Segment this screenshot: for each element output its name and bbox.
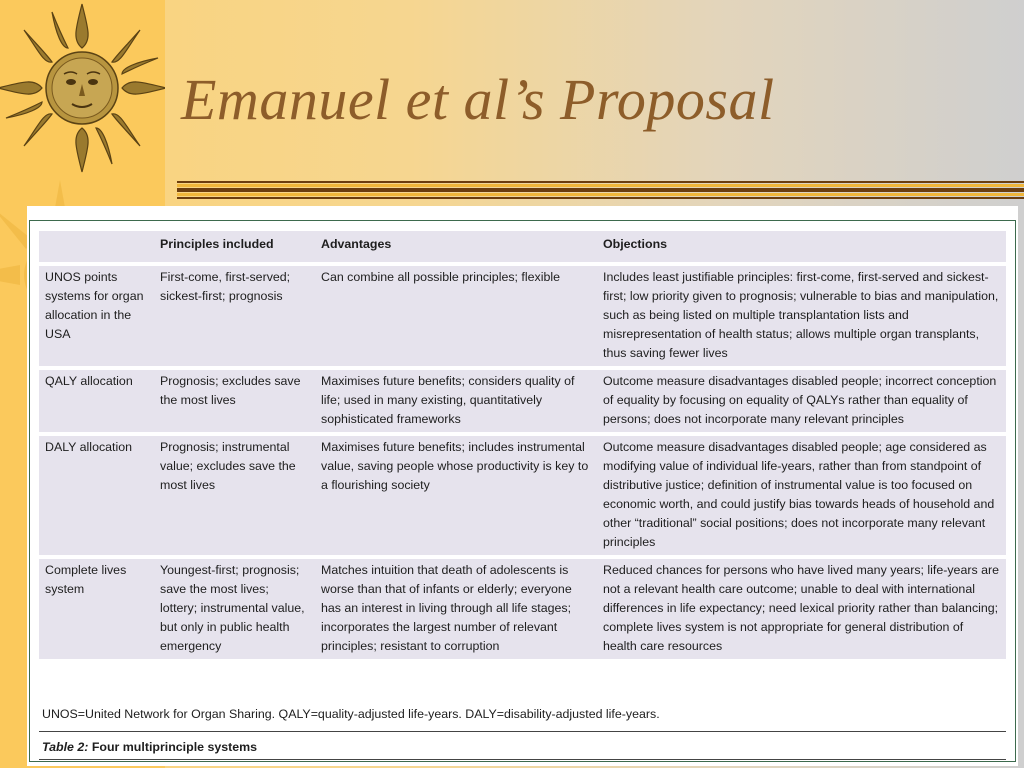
- header-system: [39, 231, 154, 264]
- principles-cell: Prognosis; instrumental value; excludes save the most lives: [154, 434, 315, 557]
- system-name: UNOS points systems for organ allocation in the USA: [39, 264, 154, 368]
- advantages-cell: Matches intuition that death of adolescents is worse than that of infants or elderly; everyone has an interest in living through all life stages; incorporates the largest number of relevant principles; resistant to corruption: [315, 557, 597, 659]
- advantages-cell: Maximises future benefits; considers quality of life; used in many existing, quantitatively sophisticated frameworks: [315, 368, 597, 434]
- principles-cell: Youngest-first; prognosis; save the most lives; lottery; instrumental value, but only in public health emergency: [154, 557, 315, 659]
- sun-face-icon: [0, 0, 165, 175]
- title-divider: [177, 181, 1024, 203]
- header-principles: Principles included: [154, 231, 315, 264]
- multiprinciple-systems-table: [39, 231, 1006, 659]
- advantages-cell: Can combine all possible principles; flexible: [315, 264, 597, 368]
- table-footnote: UNOS=United Network for Organ Sharing. QALY=quality-adjusted life-years. DALY=disability-adjusted life-years.: [42, 707, 660, 721]
- objections-cell: Outcome measure disadvantages disabled people; age considered as modifying value of individual life-years, rather than from standpoint of distributive justice; definition of instrumental value is too focused on economic worth, and could justify bias towards heads of household and other “traditional” social positions; does not incorporate many relevant principles: [597, 434, 1006, 557]
- table-image: [27, 206, 1018, 766]
- system-name: Complete lives system: [39, 557, 154, 659]
- table-row: [39, 264, 1006, 368]
- system-name: QALY allocation: [39, 368, 154, 434]
- principles-cell: Prognosis; excludes save the most lives: [154, 368, 315, 434]
- header-objections: Objections: [597, 231, 1006, 264]
- caption-rule-bottom: [39, 759, 1006, 760]
- header-advantages: Advantages: [315, 231, 597, 264]
- caption-text: Four multiprinciple systems: [88, 740, 258, 754]
- caption-label: Table 2:: [42, 740, 89, 754]
- objections-cell: Outcome measure disadvantages disabled people; incorrect conception of equality by focusing on equality of QALYs rather than equality of persons; does not incorporate many relevant principles: [597, 368, 1006, 434]
- advantages-cell: Maximises future benefits; includes instrumental value, saving people whose productivity is key to a flourishing society: [315, 434, 597, 557]
- principles-cell: First-come, first-served; sickest-first; prognosis: [154, 264, 315, 368]
- table-header-row: [39, 231, 1006, 264]
- table-frame: [29, 220, 1016, 762]
- table-row: [39, 368, 1006, 434]
- table-caption: [42, 740, 257, 754]
- objections-cell: Includes least justifiable principles: first-come, first-served and sickest-first; low priority given to prognosis; vulnerable to bias and manipulation, such as being listed on multiple transplantation lists and misrepresentation of health status; allows multiple organ transplants, thus saving fewer lives: [597, 264, 1006, 368]
- table-row: [39, 434, 1006, 557]
- slide-title: Emanuel et al’s Proposal: [181, 67, 775, 132]
- objections-cell: Reduced chances for persons who have lived many years; life-years are not a relevant health care outcome; unable to deal with international differences in life expectancy; need lexical priority rather than balancing; complete lives system is not appropriate for general distribution of health care resources: [597, 557, 1006, 659]
- caption-rule-top: [39, 731, 1006, 732]
- system-name: DALY allocation: [39, 434, 154, 557]
- table-row: [39, 557, 1006, 659]
